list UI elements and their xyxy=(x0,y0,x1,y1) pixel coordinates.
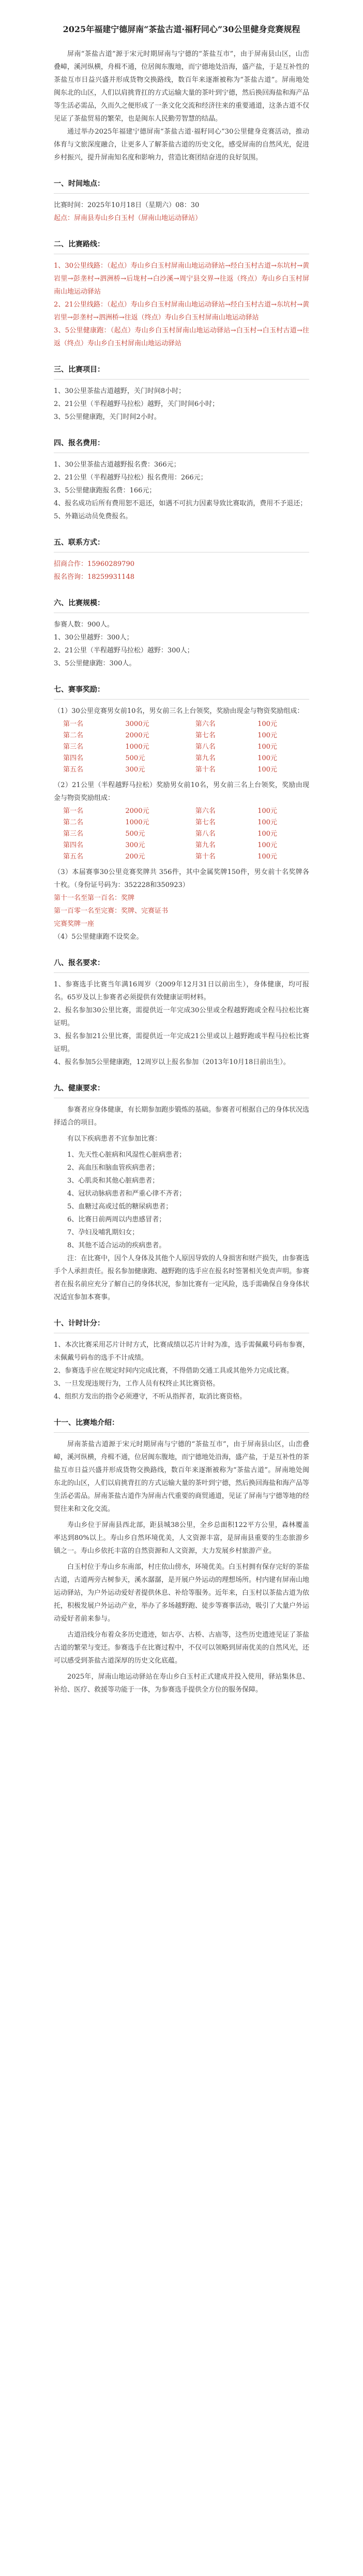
table-cell: 100元 xyxy=(258,853,277,861)
section-awards xyxy=(54,683,309,943)
table-row xyxy=(54,851,309,863)
table-row xyxy=(54,828,309,840)
location-line: 起点：屏南县寿山乡白玉村（屏南山地运动驿站） xyxy=(54,214,202,222)
section-divider xyxy=(54,193,309,194)
table-cell: 第七名 xyxy=(195,732,216,739)
table-cell: 2000元 xyxy=(125,732,149,739)
table-cell: 300元 xyxy=(125,841,145,849)
timing-line: 4、组织方发出的指令必须遵守，不听从指挥者，取消比赛资格。 xyxy=(54,1393,247,1401)
award-note: （3）本届赛事30公里竞赛奖牌共 356件，其中金属奖牌150件，男女前十名奖牌各十枚。（身份证号码为：352228和350923） xyxy=(54,868,309,889)
award-intro-30: （1）30公里竞赛男女前10名，男女前三名上台领奖，奖励由现金与物资奖励组成： xyxy=(54,707,304,715)
list-item: 4、冠状动脉病患者和严重心律不齐者； xyxy=(67,1190,186,1198)
contact-line: 报名咨询：18259931148 xyxy=(54,573,134,581)
venue-paragraph: 寿山乡位于屏南县西北部，距县城38公里，全乡总面积122平方公里，森林覆盖率达到80%以上。寿山乡自然环境优美，人文资源丰富，是屏南县重要的生态旅游乡镇之一。寿山乡依托丰富的自然资源和人文资源，大力发展乡村旅游产业。 xyxy=(54,1521,309,1555)
table-row xyxy=(54,817,309,828)
section-contact xyxy=(54,536,309,584)
contact-line: 招商合作：15960289790 xyxy=(54,560,134,568)
section-title: 六、比赛规模： xyxy=(54,599,104,607)
intro-paragraph: 屏南“茶盐古道”源于宋元时期屏南与宁德的“茶盐互市”，由于屏南县山区，山峦叠嶂，溪河纵横，舟楫不通，位居闽东腹地，而宁德地处沿海，盛产盐，于是互补性的茶盐互市日益兴盛并形成货物交换路线，数百年来逐渐被称为“茶盐古道”。屏南地处闽东北的山区，人们以肩挑背扛的方式运输大量的茶叶到宁德，然后换回海盐和海产品等生活必需品，久而久之便形成了一条文化交流和经济往来的重要通道，这条古道不仅见证了茶盐贸易的繁荣，也是闽东人民勤劳智慧的结晶。 xyxy=(54,50,310,123)
fee-line: 5、外籍运动员免费报名。 xyxy=(54,513,132,520)
table-cell: 2000元 xyxy=(125,807,149,815)
section-header xyxy=(54,178,309,190)
table-cell: 100元 xyxy=(258,830,277,838)
table-cell: 第三名 xyxy=(63,743,84,751)
table-row xyxy=(54,753,309,764)
section-time xyxy=(54,178,309,225)
table-cell: 200元 xyxy=(125,853,145,861)
table-cell: 100元 xyxy=(258,754,277,762)
section-header xyxy=(54,1417,309,1429)
table-cell: 100元 xyxy=(258,720,277,728)
section-title: 三、比赛项目： xyxy=(54,366,104,374)
document-title: 2025年福建宁德屏南“茶盐古道·福籽同心”30公里健身竞赛规程 xyxy=(63,24,300,34)
table-cell: 第四名 xyxy=(63,841,84,849)
section-header xyxy=(54,437,309,449)
fee-line: 4、报名成功后所有费用恕不退还，如遇不可抗力因素导致比赛取消，费用不予退还； xyxy=(54,500,307,507)
entry-line: 1、参赛选手比赛当年满16周岁（2009年12月31日以前出生），身体健康，均可报名。65岁及以上参赛者必须提供有效健康证明材料。 xyxy=(54,981,309,1001)
award-extra: 完赛奖牌一座 xyxy=(54,920,95,928)
event-line: 2、21公里（半程越野马拉松）越野，关门时间6小时； xyxy=(54,400,219,408)
health-line: 参赛者应身体健康，有长期参加跑步锻炼的基础。参赛者可根据自己的身体状况选择适合的项目。 xyxy=(54,1106,310,1127)
section-health xyxy=(54,1082,309,1304)
list-item: 2、高血压和脑血管疾病患者； xyxy=(67,1164,159,1172)
section-fee xyxy=(54,437,309,523)
table-cell: 第六名 xyxy=(195,807,216,815)
section-title: 五、联系方式： xyxy=(54,539,104,547)
table-row xyxy=(54,719,309,730)
table-cell: 第十名 xyxy=(195,766,216,774)
venue-paragraph: 白玉村位于寿山乡东南部，村庄依山傍水，环境优美。白玉村拥有保存完好的茶盐古道，古道两旁古树参天，溪水潺潺，是开展户外运动的理想场所。村内建有屏南山地运动驿站，为户外运动爱好者提供休息、补给等服务。近年来，白玉村以茶盐古道为依托，积极发展户外运动产业，举办了多场越野跑、徒步等赛事活动，吸引了大量户外运动爱好者前来参与。 xyxy=(54,1563,310,1623)
prize-table-21 xyxy=(54,806,309,863)
scale-line: 参赛人数：900人。 xyxy=(54,621,114,629)
award-intro-21: （2）21公里（半程越野马拉松）奖励男女前10名，男女前三名上台领奖，奖励由现金与物资奖励组成： xyxy=(54,781,309,802)
timing-line: 2、参赛选手应在规定时间内完成比赛，不得借助交通工具或其他外力完成比赛。 xyxy=(54,1367,294,1375)
table-cell: 100元 xyxy=(258,807,277,815)
list-item: 3、心肌炎和其他心脏病患者； xyxy=(67,1177,159,1185)
table-cell: 第四名 xyxy=(63,754,84,762)
table-row xyxy=(54,840,309,851)
time-line: 比赛时间：2025年10月18日（星期六）08：30 xyxy=(54,201,200,209)
section-title: 八、报名要求： xyxy=(54,959,104,967)
table-cell: 300元 xyxy=(125,766,145,774)
route-line: 2、21公里线路：（起点）寿山乡白玉村屏南山地运动驿站→经白玉村古道→东坑村→黄岩里→彭垄村→泗洲桥→往返（终点）寿山乡白玉村屏南山地运动驿站 xyxy=(54,301,309,322)
section-title: 四、报名费用： xyxy=(54,439,104,447)
venue-paragraph: 2025年，屏南山地运动驿站在寿山乡白玉村正式建成并投入使用，驿站集休息、补给、医疗、救援等功能于一体，为参赛选手提供全方位的服务保障。 xyxy=(54,1673,309,1694)
scale-line: 1、30公里越野：300人； xyxy=(54,634,133,642)
entry-line: 2、报名参加30公里比赛，需提供近一年完成30公里或全程越野跑或全程马拉松比赛证明。 xyxy=(54,1007,309,1027)
event-line: 3、5公里健康跑，关门时间2小时。 xyxy=(54,413,161,421)
section-header xyxy=(54,1317,309,1330)
section-title: 一、时间地点： xyxy=(54,180,104,188)
scale-line: 3、5公里健康跑：300人。 xyxy=(54,660,136,667)
entry-line: 3、报名参加21公里比赛，需提供近一年完成21公里或以上越野跑或半程马拉松比赛证明。 xyxy=(54,1032,309,1053)
table-cell: 第五名 xyxy=(63,853,84,861)
award-extra: 第一百零一名至完赛：奖牌、完赛证书 xyxy=(54,907,169,915)
table-cell: 500元 xyxy=(125,830,145,838)
award-extra: 第十一名至第一百名：奖牌 xyxy=(54,894,135,902)
table-cell: 1000元 xyxy=(125,743,149,751)
table-row xyxy=(54,730,309,741)
timing-line: 1、本次比赛采用芯片计时方式，比赛成绩以芯片计时为准，选手需佩戴号码布参赛，未佩戴号码布的选手不计成绩。 xyxy=(54,1341,309,1362)
intro xyxy=(54,48,309,164)
section-title: 七、赛事奖励： xyxy=(54,686,104,694)
section-header xyxy=(54,1082,309,1095)
section-route xyxy=(54,238,309,350)
table-row xyxy=(54,741,309,753)
timing-line: 3、一旦发现违规行为，工作人员有权终止其比赛资格。 xyxy=(54,1380,220,1388)
entry-line: 4、报名参加5公里健康跑，12周岁以上报名参加（2013年10月18日前出生）。 xyxy=(54,1058,290,1066)
table-cell: 第十名 xyxy=(195,853,216,861)
section-header xyxy=(54,597,309,609)
table-cell: 100元 xyxy=(258,766,277,774)
table-cell: 100元 xyxy=(258,819,277,826)
list-item: 8、其他不适合运动的疾病患者。 xyxy=(67,1242,166,1249)
section-header xyxy=(54,238,309,251)
prize-table-30 xyxy=(54,719,309,776)
fee-line: 3、5公里健康跑报名费：166元； xyxy=(54,487,156,494)
section-divider xyxy=(54,1432,309,1433)
list-item: 5、血糖过高或过低的糖尿病患者； xyxy=(67,1203,173,1211)
section-divider xyxy=(54,379,309,380)
table-cell: 第九名 xyxy=(195,754,216,762)
table-cell: 100元 xyxy=(258,732,277,739)
section-venue xyxy=(54,1417,309,1696)
section-entry xyxy=(54,957,309,1069)
section-divider xyxy=(54,972,309,973)
list-item: 6、比赛日前两周以内患感冒者； xyxy=(67,1216,166,1224)
section-title: 十一、比赛地介绍： xyxy=(54,1419,119,1427)
disease-list xyxy=(54,1148,309,1252)
table-row xyxy=(54,806,309,817)
table-cell: 第一名 xyxy=(63,720,84,728)
table-cell: 第八名 xyxy=(195,830,216,838)
health-line: 有以下疾病患者不宜参加比赛： xyxy=(67,1135,162,1143)
health-note: 注：在比赛中，因个人身体及其他个人原因导致的人身损害和财产损失，由参赛选手个人承担责任。报名参加健康跑、越野跑的选手应在报名时签署相关免责声明。参赛者在报名前应充分了解自己的身体状况，参加比赛有一定风险，选手需确保自身身体状况适宜参加本赛事。 xyxy=(54,1255,310,1301)
table-row xyxy=(54,764,309,776)
venue-paragraph: 古道沿线分布着众多历史遗迹，如古亭、古桥、古庙等，这些历史遗迹见证了茶盐古道的繁荣与变迁。参赛选手在比赛过程中，不仅可以领略到屏南优美的自然风光，还可以感受到茶盐古道深厚的历史文化底蕴。 xyxy=(54,1631,310,1665)
scale-line: 2、21公里（半程越野马拉松）越野：300人； xyxy=(54,647,194,654)
award-last: （4）5公里健康跑不设奖金。 xyxy=(54,933,143,941)
table-cell: 500元 xyxy=(125,754,145,762)
event-line: 1、30公里茶盐古道越野，关门时间8小时； xyxy=(54,387,186,395)
route-line: 1、30公里线路：（起点）寿山乡白玉村屏南山地运动驿站→经白玉村古道→东坑村→黄岩里→彭垄村→泗洲桥→后垅村→白沙溪→周宁县交界→往返（终点）寿山乡白玉村屏南山地运动驿站 xyxy=(54,262,309,296)
route-line: 3、5公里健康跑：（起点）寿山乡白玉村屏南山地运动驿站→白玉村→白玉村古道→往返（终点）寿山乡白玉村屏南山地运动驿站 xyxy=(54,327,309,347)
intro-paragraph: 通过举办2025年福建宁德屏南“茶盐古道·福籽同心”30公里健身竞赛活动，推动体育与文旅深度融合，让更多人了解茶盐古道的历史文化，感受屏南的自然风光，促进乡村振兴，提升屏南知名度和影响力，营造比赛团结奋进的良好氛围。 xyxy=(54,128,310,162)
table-cell: 3000元 xyxy=(125,720,149,728)
section-header xyxy=(54,536,309,549)
table-cell: 第五名 xyxy=(63,766,84,774)
section-events xyxy=(54,363,309,424)
fee-line: 1、30公里茶盐古道越野报名费：366元； xyxy=(54,461,180,469)
section-header xyxy=(54,957,309,969)
table-cell: 100元 xyxy=(258,743,277,751)
table-cell: 第一名 xyxy=(63,807,84,815)
list-item: 7、孕妇及哺乳期妇女； xyxy=(67,1229,139,1236)
footer-spacer xyxy=(54,1699,309,1710)
table-cell: 100元 xyxy=(258,841,277,849)
section-header xyxy=(54,363,309,376)
table-cell: 第八名 xyxy=(195,743,216,751)
list-item: 1、先天性心脏病和风湿性心脏病患者； xyxy=(67,1151,186,1159)
section-divider xyxy=(54,699,309,700)
section-timing xyxy=(54,1317,309,1403)
table-cell: 第九名 xyxy=(195,841,216,849)
table-cell: 第六名 xyxy=(195,720,216,728)
table-cell: 第三名 xyxy=(63,830,84,838)
venue-paragraph: 屏南茶盐古道源于宋元时期屏南与宁德的“茶盐互市”，由于屏南县山区，山峦叠嶂，溪河纵横，舟楫不通，位居闽东腹地，而宁德地处沿海，盛产盐，于是互补性的茶盐互市日益兴盛并形成货物交换路线，数百年来逐渐被称为“茶盐古道”。屏南地处闽东北的山区，人们以肩挑背扛的方式运输大量的茶叶到宁德，然后换回海盐和海产品等生活必需品。屏南茶盐古道作为屏南古代重要的商贸通道，见证了屏南与宁德等地的经贸往来和文化交流。 xyxy=(54,1440,310,1513)
table-cell: 第二名 xyxy=(63,732,84,739)
table-cell: 1000元 xyxy=(125,819,149,826)
fee-line: 2、21公里（半程越野马拉松）报名费用：266元； xyxy=(54,474,207,482)
section-title: 十、计时计分： xyxy=(54,1319,104,1328)
table-cell: 第七名 xyxy=(195,819,216,826)
section-scale xyxy=(54,597,309,670)
section-title: 二、比赛路线： xyxy=(54,240,104,249)
table-cell: 第二名 xyxy=(63,819,84,826)
section-header xyxy=(54,683,309,696)
section-title: 九、健康要求： xyxy=(54,1084,104,1093)
